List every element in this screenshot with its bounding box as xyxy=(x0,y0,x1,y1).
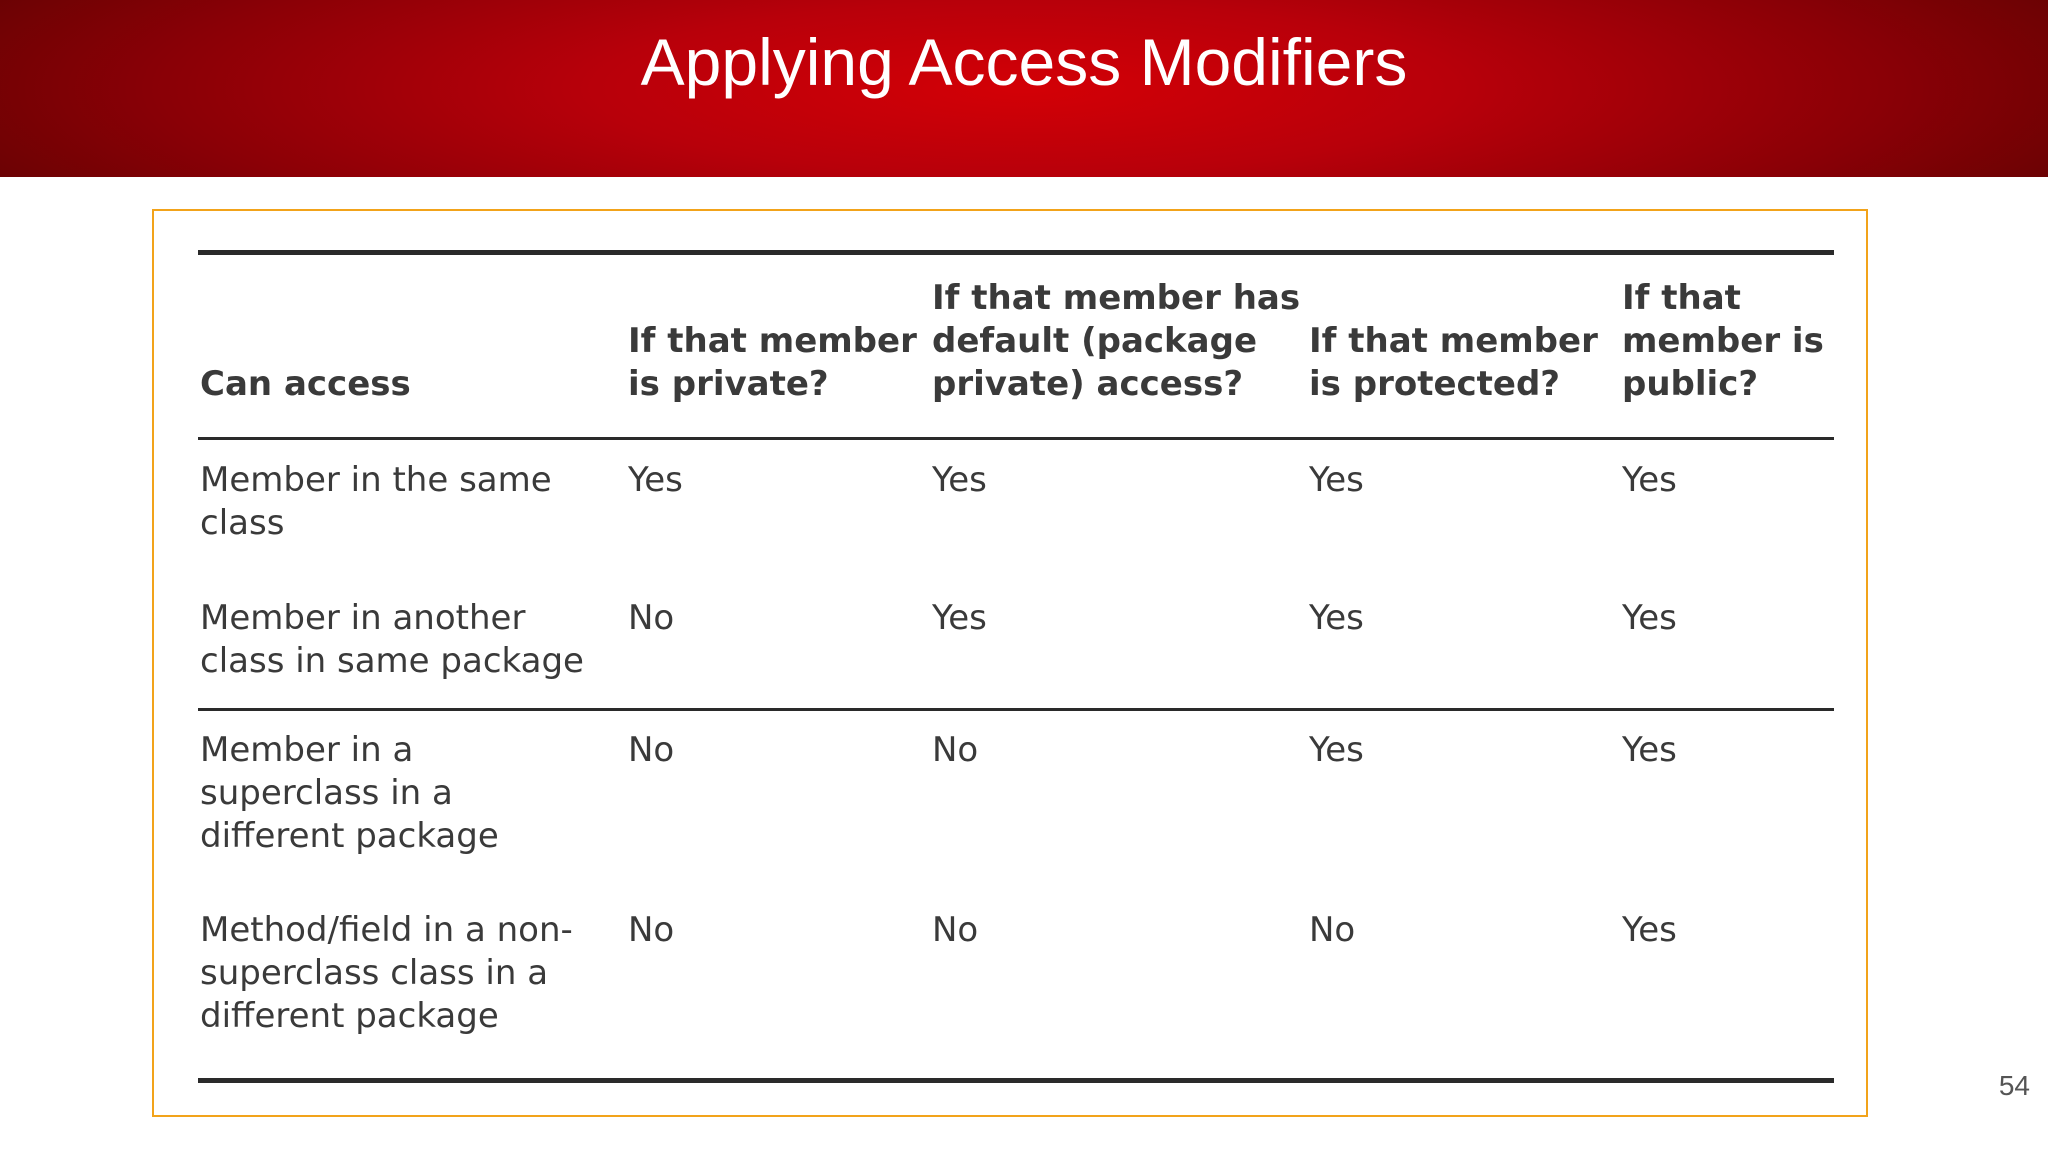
cell-default: No xyxy=(932,730,979,770)
cell-private: No xyxy=(628,910,675,950)
row-label: Member in the same class xyxy=(200,460,552,543)
slide-title: Applying Access Modifiers xyxy=(640,25,1408,99)
cell-private: No xyxy=(628,598,675,638)
row-label: Method/field in a non- superclass class in a different package xyxy=(200,910,573,1036)
page-number: 54 xyxy=(1998,1070,2030,1101)
header-private: If that member is private? xyxy=(628,321,917,404)
cell-protected: Yes xyxy=(1309,598,1364,638)
header-can-access: Can access xyxy=(200,364,411,404)
row-label: Member in another class in same package xyxy=(200,598,584,681)
header-public: If that member is public? xyxy=(1622,278,1824,404)
cell-public: Yes xyxy=(1622,730,1677,770)
cell-public: Yes xyxy=(1622,598,1677,638)
cell-default: Yes xyxy=(932,460,987,500)
header-protected: If that member is protected? xyxy=(1309,321,1598,404)
title-banner xyxy=(0,0,2048,177)
cell-default: No xyxy=(932,910,979,950)
cell-public: Yes xyxy=(1622,910,1677,950)
table-bottom-rule xyxy=(198,1078,1834,1083)
cell-public: Yes xyxy=(1622,460,1677,500)
header-default: If that member has default (package private) access? xyxy=(932,278,1301,404)
table-top-rule xyxy=(198,250,1834,255)
header-bottom-rule xyxy=(198,437,1834,440)
row-label: Member in a superclass in a different package xyxy=(200,730,499,856)
cell-protected: No xyxy=(1309,910,1356,950)
cell-protected: Yes xyxy=(1309,730,1364,770)
cell-protected: Yes xyxy=(1309,460,1364,500)
cell-default: Yes xyxy=(932,598,987,638)
cell-private: No xyxy=(628,730,675,770)
row-group-divider xyxy=(198,708,1834,711)
cell-private: Yes xyxy=(628,460,683,500)
